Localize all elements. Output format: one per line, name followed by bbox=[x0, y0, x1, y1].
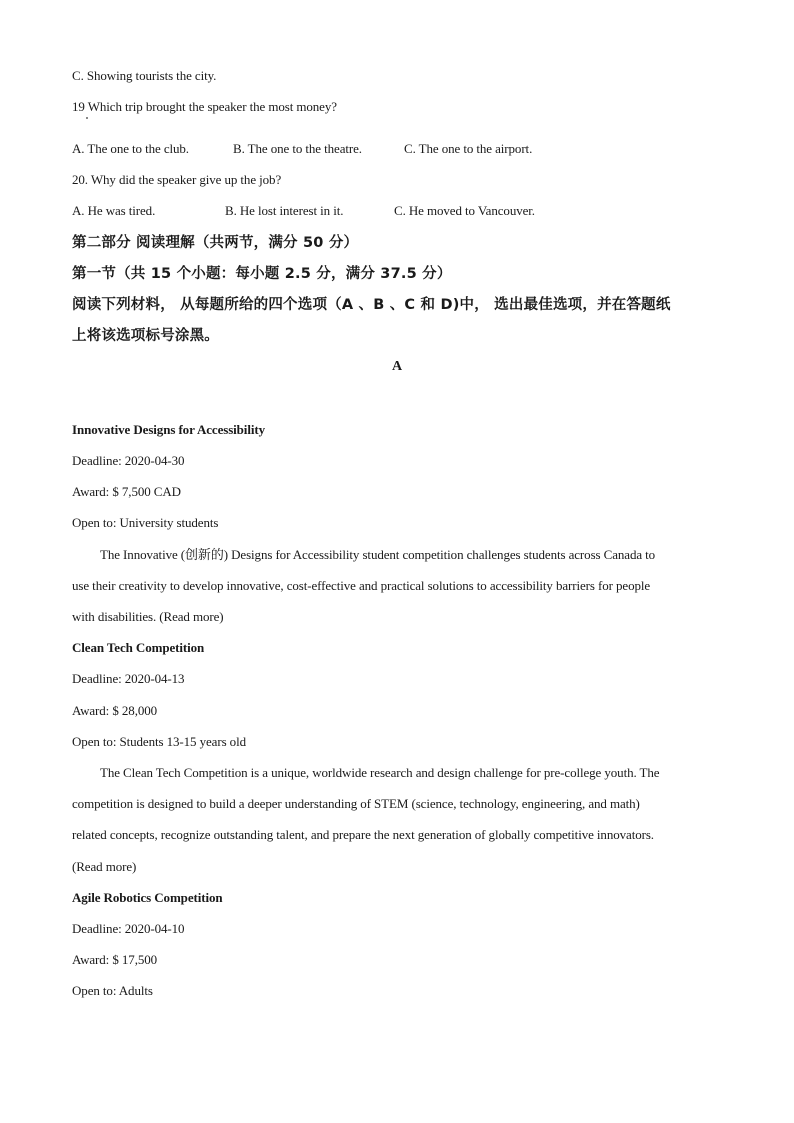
competition-description-line: use their creativity to develop innovative, cost-effective and practical solutions to accessibility barriers for people bbox=[72, 578, 651, 593]
competition-deadline: Deadline: 2020-04-10 bbox=[72, 921, 185, 936]
q20-options bbox=[72, 202, 535, 220]
competition-description-line: with disabilities. (Read more) bbox=[72, 609, 224, 624]
q19-option-a: A. The one to the club. bbox=[72, 141, 189, 156]
section-heading: 第一节（共 15 个小题：每小题 2.5 分，满分 37.5 分） bbox=[72, 266, 452, 282]
competition-award: Award: $ 28,000 bbox=[72, 703, 158, 718]
q20-option-c: C. He moved to Vancouver. bbox=[394, 203, 535, 218]
instructions-line-2: 上将该选项标号涂黑。 bbox=[72, 328, 219, 344]
competition-title: Agile Robotics Competition bbox=[72, 890, 223, 905]
competition-title: Innovative Designs for Accessibility bbox=[72, 422, 265, 437]
q20-option-a: A. He was tired. bbox=[72, 203, 156, 218]
q19-option-b: B. The one to the theatre. bbox=[233, 141, 362, 156]
stray-mark bbox=[86, 117, 88, 119]
competition-title: Clean Tech Competition bbox=[72, 640, 205, 655]
q19-options bbox=[72, 140, 532, 158]
competition-description-line: (Read more) bbox=[72, 859, 137, 874]
q19-option-c: C. The one to the airport. bbox=[404, 141, 533, 156]
q20-option-b: B. He lost interest in it. bbox=[225, 203, 344, 218]
passage-label: A bbox=[391, 359, 403, 374]
instructions-line-1: 阅读下列材料， 从每题所给的四个选项（A 、B 、C 和 D)中， 选出最佳选项，并在答题纸 bbox=[72, 297, 671, 313]
competition-award: Award: $ 7,500 CAD bbox=[72, 484, 181, 499]
competition-description-line: competition is designed to build a deeper understanding of STEM (science, technology, engineering, and math) bbox=[72, 796, 640, 811]
q18-option-c: C. Showing tourists the city. bbox=[72, 68, 217, 83]
competition-description-line: related concepts, recognize outstanding talent, and prepare the next generation of globally competitive innovators. bbox=[72, 827, 654, 842]
q20-question: 20. Why did the speaker give up the job? bbox=[72, 172, 282, 187]
competition-description-line: The Clean Tech Competition is a unique, worldwide research and design challenge for pre-college youth. The bbox=[100, 765, 660, 780]
part-heading: 第二部分 阅读理解（共两节，满分 50 分） bbox=[72, 235, 359, 251]
competition-deadline: Deadline: 2020-04-30 bbox=[72, 453, 185, 468]
competition-open-to: Open to: Students 13-15 years old bbox=[72, 734, 246, 749]
q19-question: 19 Which trip brought the speaker the most money? bbox=[72, 99, 337, 114]
competition-open-to: Open to: Adults bbox=[72, 983, 153, 998]
competition-deadline: Deadline: 2020-04-13 bbox=[72, 671, 185, 686]
competition-description-line: The Innovative (创新的) Designs for Accessibility student competition challenges students across Canada to bbox=[100, 547, 656, 562]
competition-open-to: Open to: University students bbox=[72, 515, 219, 530]
competition-award: Award: $ 17,500 bbox=[72, 952, 158, 967]
